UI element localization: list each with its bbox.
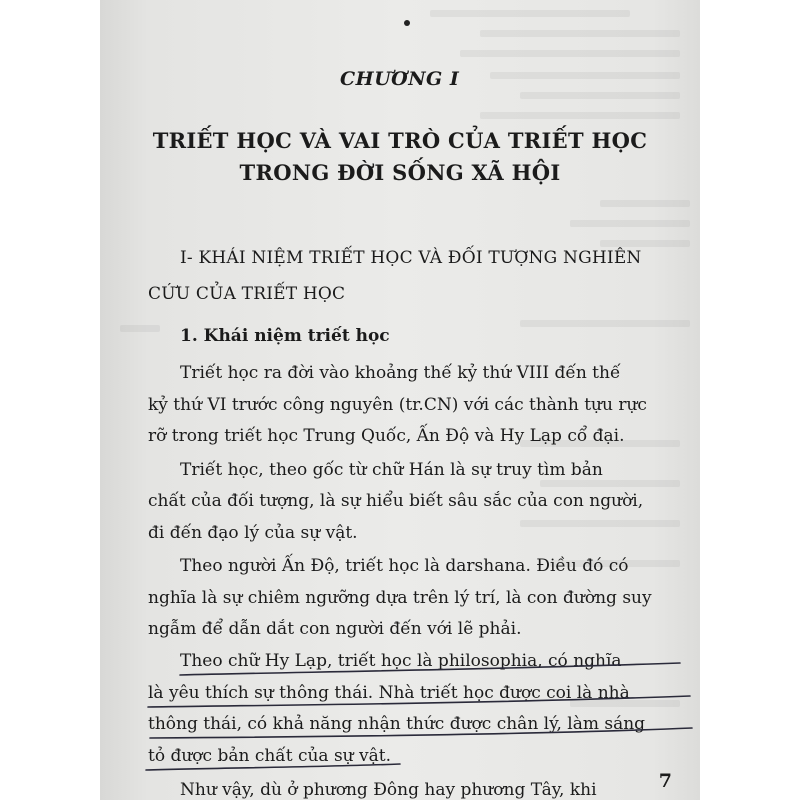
- body-line: là yêu thích sự thông thái. Nhà triết học được coi là nhà: [148, 683, 630, 703]
- page-number: 7: [658, 770, 672, 792]
- body-line: Theo người Ấn Độ, triết học là darshana. Điều đó có: [180, 556, 629, 576]
- body-line: Triết học, theo gốc từ chữ Hán là sự truy tìm bản: [180, 460, 603, 480]
- body-line: chất của đối tượng, là sự hiểu biết sâu sắc của con người,: [148, 491, 644, 511]
- body-line: Như vậy, dù ở phương Đông hay phương Tây, khi: [180, 780, 597, 800]
- body-line: rỡ trong triết học Trung Quốc, Ấn Độ và Hy Lạp cổ đại.: [148, 426, 625, 446]
- dot-mark: [404, 20, 410, 26]
- body-line: đi đến đạo lý của sự vật.: [148, 523, 358, 543]
- book-page: [100, 0, 700, 800]
- chapter-heading: CHƯƠNG I: [340, 68, 460, 90]
- subsection-heading: 1. Khái niệm triết học: [180, 326, 390, 346]
- chapter-title-line-1: TRIẾT HỌC VÀ VAI TRÒ CỦA TRIẾT HỌC: [152, 128, 648, 153]
- body-line: thông thái, có khả năng nhận thức được chân lý, làm sáng: [148, 714, 646, 734]
- body-line: Triết học ra đời vào khoảng thế kỷ thứ VIII đến thế: [180, 363, 621, 383]
- body-line: ngẫm để dẫn dắt con người đến với lẽ phải.: [148, 619, 522, 639]
- chapter-title-line-2: TRONG ĐỜI SỐNG XÃ HỘI: [239, 160, 561, 185]
- section-heading-line-2: CỨU CỦA TRIẾT HỌC: [148, 284, 346, 304]
- body-line: tỏ được bản chất của sự vật.: [148, 746, 392, 766]
- body-line: kỷ thứ VI trước công nguyên (tr.CN) với các thành tựu rực: [148, 395, 647, 415]
- body-line: nghĩa là sự chiêm ngưỡng dựa trên lý trí, là con đường suy: [148, 588, 652, 608]
- section-heading-line-1: I- KHÁI NIỆM TRIẾT HỌC VÀ ĐỐI TƯỢNG NGHIÊN: [180, 248, 642, 268]
- body-line: Theo chữ Hy Lạp, triết học là philosophia, có nghĩa: [180, 651, 622, 671]
